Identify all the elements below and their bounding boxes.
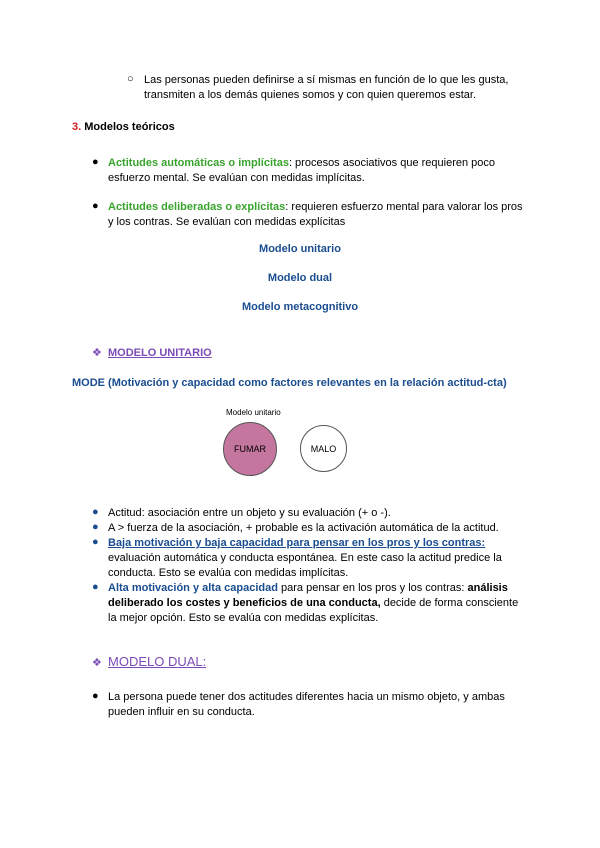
mode-bullet-4-rest: para pensar en los pros y los contras: — [277, 582, 468, 594]
attitude-implicit-line-1 — [108, 156, 495, 171]
unitario-heading: MODELO UNITARIO — [108, 347, 212, 359]
mode-bullet-4-line2-rest: decide de forma consciente — [380, 597, 519, 609]
malo-label: MALO — [310, 443, 337, 454]
bullet-dot: ● — [92, 690, 99, 702]
bullet-dot: ● — [92, 156, 99, 168]
bullet-dot: ● — [92, 200, 99, 212]
mode-bullet-1: Actitud: asociación entre un objeto y su evaluación (+ o -). — [108, 507, 391, 519]
attitude-implicit-desc: : procesos asociativos que requieren poco — [288, 157, 496, 169]
mode-bullet-4-bold2: análisis — [467, 582, 508, 594]
intro-line-1: Las personas pueden definirse a sí mismas en función de lo que les gusta, — [144, 74, 509, 86]
attitude-explicit-desc: : requieren esfuerzo mental para valorar los pros — [285, 201, 523, 213]
attitude-implicit-term: Actitudes automáticas o implícitas — [108, 157, 289, 169]
dual-bullet-line-2: pueden influir en su conducta. — [108, 706, 255, 718]
section-number: 3. — [72, 121, 82, 133]
section-heading — [72, 120, 175, 135]
bullet-dot: ● — [92, 521, 99, 533]
model-unitario-label: Modelo unitario — [259, 243, 341, 255]
mode-bullet-4-line2-bold: deliberado los costes y beneficios de una conducta, — [108, 597, 381, 609]
attitude-explicit-line-1 — [108, 200, 523, 215]
mode-bullet-4-line-1 — [108, 581, 508, 596]
section-title: Modelos teóricos — [84, 121, 175, 133]
model-dual-label: Modelo dual — [267, 272, 333, 284]
bullet-dot: ● — [92, 536, 99, 548]
mode-bullet-3-line-3: conducta. Esto se evalúa con medidas implícitas. — [108, 567, 349, 579]
mode-bullet-4-line-2 — [108, 596, 518, 611]
intro-line-2: transmiten a los demás quienes somos y con quien queremos estar. — [144, 89, 477, 101]
diamond-bullet-icon: ❖ — [92, 347, 102, 359]
mode-bullet-3-line-2: evaluación automática y conducta espontánea. En este caso la actitud predice la — [108, 552, 502, 564]
bullet-dot: ● — [92, 506, 99, 518]
mode-bullet-2: A > fuerza de la asociación, + probable es la activación automática de la actitud. — [108, 522, 499, 534]
sub-bullet-marker: ○ — [127, 73, 134, 85]
diagram-caption: Modelo unitario — [226, 408, 281, 417]
model-metacognitivo-label: Modelo metacognitivo — [241, 301, 359, 313]
mode-bullet-4-line-3: la mejor opción. Esto se evalúa con medidas explícitas. — [108, 612, 379, 624]
dual-bullet-line-1: La persona puede tener dos actitudes diferentes hacia un mismo objeto, y ambas — [108, 691, 505, 703]
fumar-circle — [223, 422, 277, 476]
mode-bullet-4-bold: Alta motivación y alta capacidad — [108, 582, 278, 594]
attitude-explicit-term: Actitudes deliberadas o explícitas — [108, 201, 286, 213]
mode-title: MODE (Motivación y capacidad como factores relevantes en la relación actitud-cta) — [72, 377, 507, 389]
diamond-bullet-icon: ❖ — [92, 657, 102, 669]
fumar-label: FUMAR — [234, 444, 266, 454]
dual-heading: MODELO DUAL: — [108, 654, 207, 669]
attitude-explicit-line-2: y los contras. Se evalúan con medidas explícitas — [108, 216, 346, 228]
bullet-dot: ● — [92, 581, 99, 593]
malo-circle — [300, 425, 347, 472]
attitude-implicit-line-2: esfuerzo mental. Se evalúan con medidas implícitas. — [108, 172, 365, 184]
mode-bullet-3-bold: Baja motivación y baja capacidad para pensar en los pros y los contras: — [108, 537, 486, 549]
